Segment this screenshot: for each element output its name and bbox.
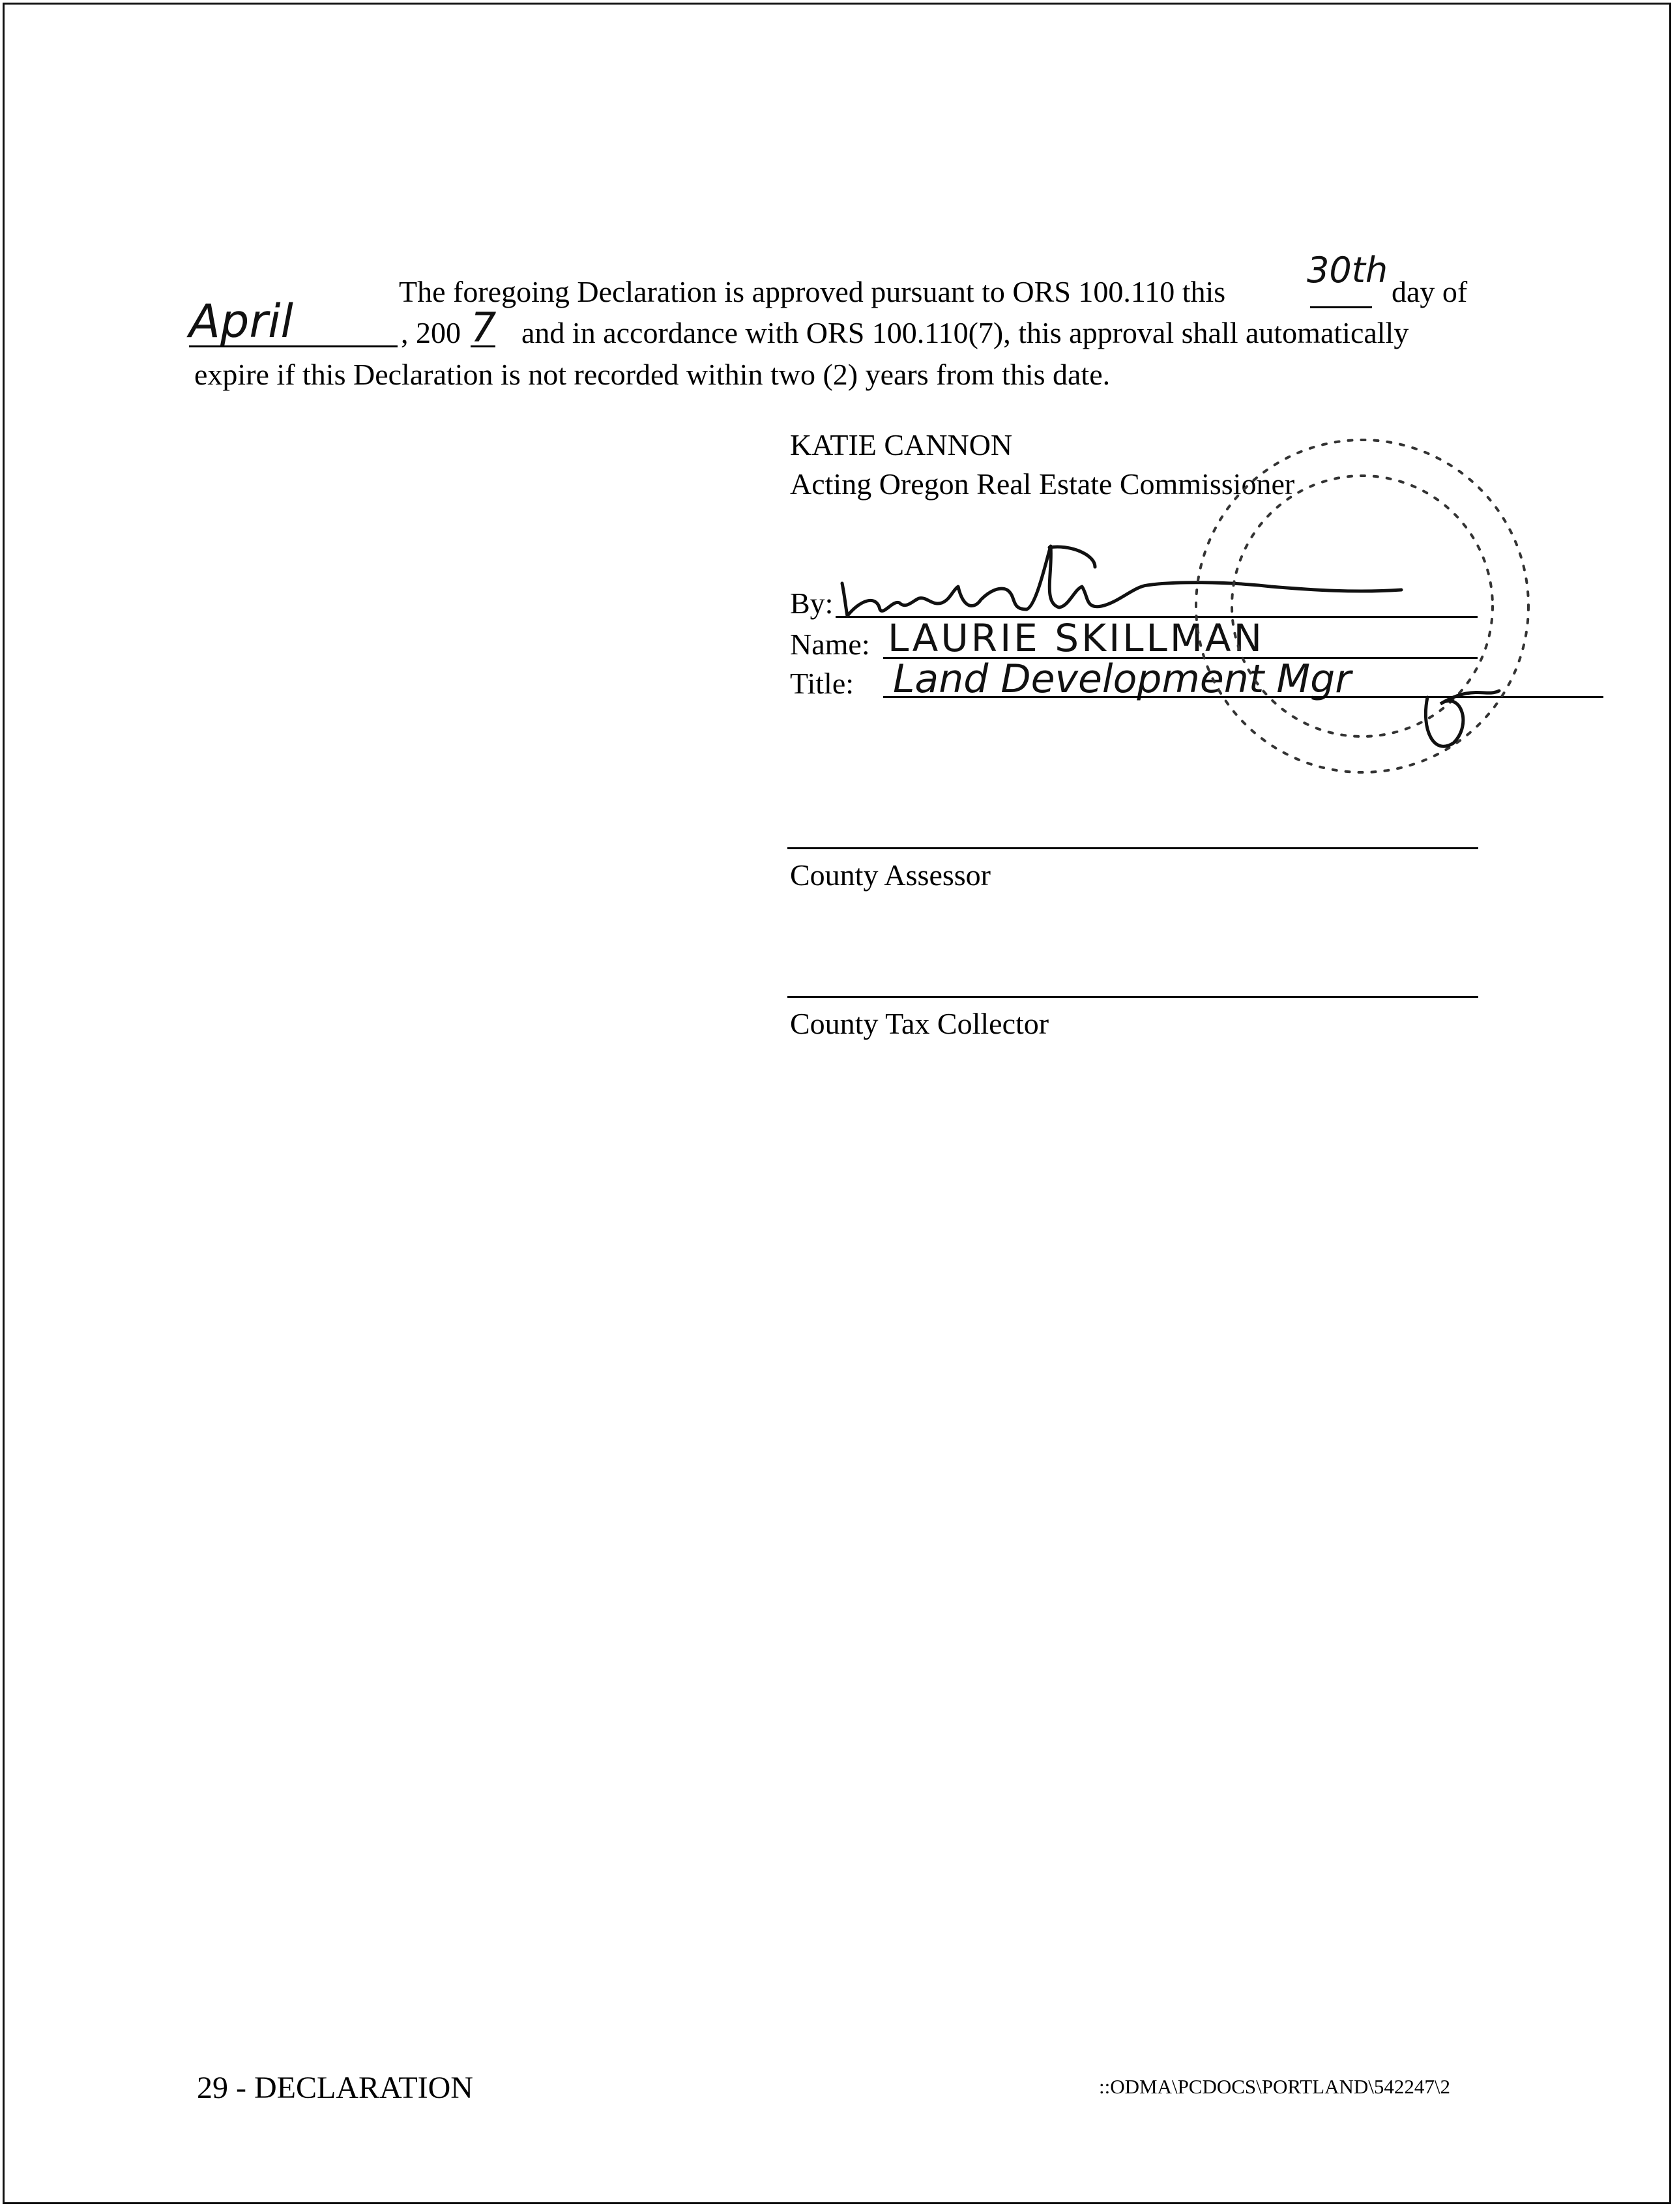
footer-page-label: 29 - DECLARATION <box>197 2071 473 2105</box>
notary-seal <box>1196 440 1528 772</box>
approval-line-3: expire if this Declaration is not recorded within two (2) years from this date. <box>194 358 1111 391</box>
handwritten-year-digit: 7 <box>471 304 497 351</box>
year-prefix: , 200 <box>401 316 461 349</box>
county-assessor-label: County Assessor <box>790 858 991 892</box>
approval-line-2-rest: and in accordance with ORS 100.110(7), this approval shall automatically <box>521 316 1409 349</box>
handwritten-month: April <box>189 295 293 348</box>
handwritten-signature <box>842 546 1401 616</box>
approval-line-1-text: The foregoing Declaration is approved pursuant to ORS 100.110 this <box>399 275 1226 308</box>
handwritten-title: Land Development Mgr <box>893 656 1351 702</box>
handwritten-name: LAURIE SKILLMAN <box>888 616 1264 660</box>
assessor-line <box>787 847 1478 849</box>
county-tax-collector-label: County Tax Collector <box>790 1007 1049 1040</box>
handwritten-squiggle <box>1425 691 1499 746</box>
day-of-text: day of <box>1392 275 1468 308</box>
name-label: Name: <box>790 628 870 661</box>
signatory-title: Acting Oregon Real Estate Commissioner <box>790 467 1295 501</box>
title-label: Title: <box>790 667 854 700</box>
by-label: By: <box>790 587 834 620</box>
tax-collector-line <box>787 996 1478 998</box>
signatory-name: KATIE CANNON <box>790 428 1013 461</box>
handwritten-day: 30th <box>1307 250 1388 291</box>
footer-doc-path: ::ODMA\PCDOCS\PORTLAND\542247\2 <box>1099 2075 1450 2098</box>
